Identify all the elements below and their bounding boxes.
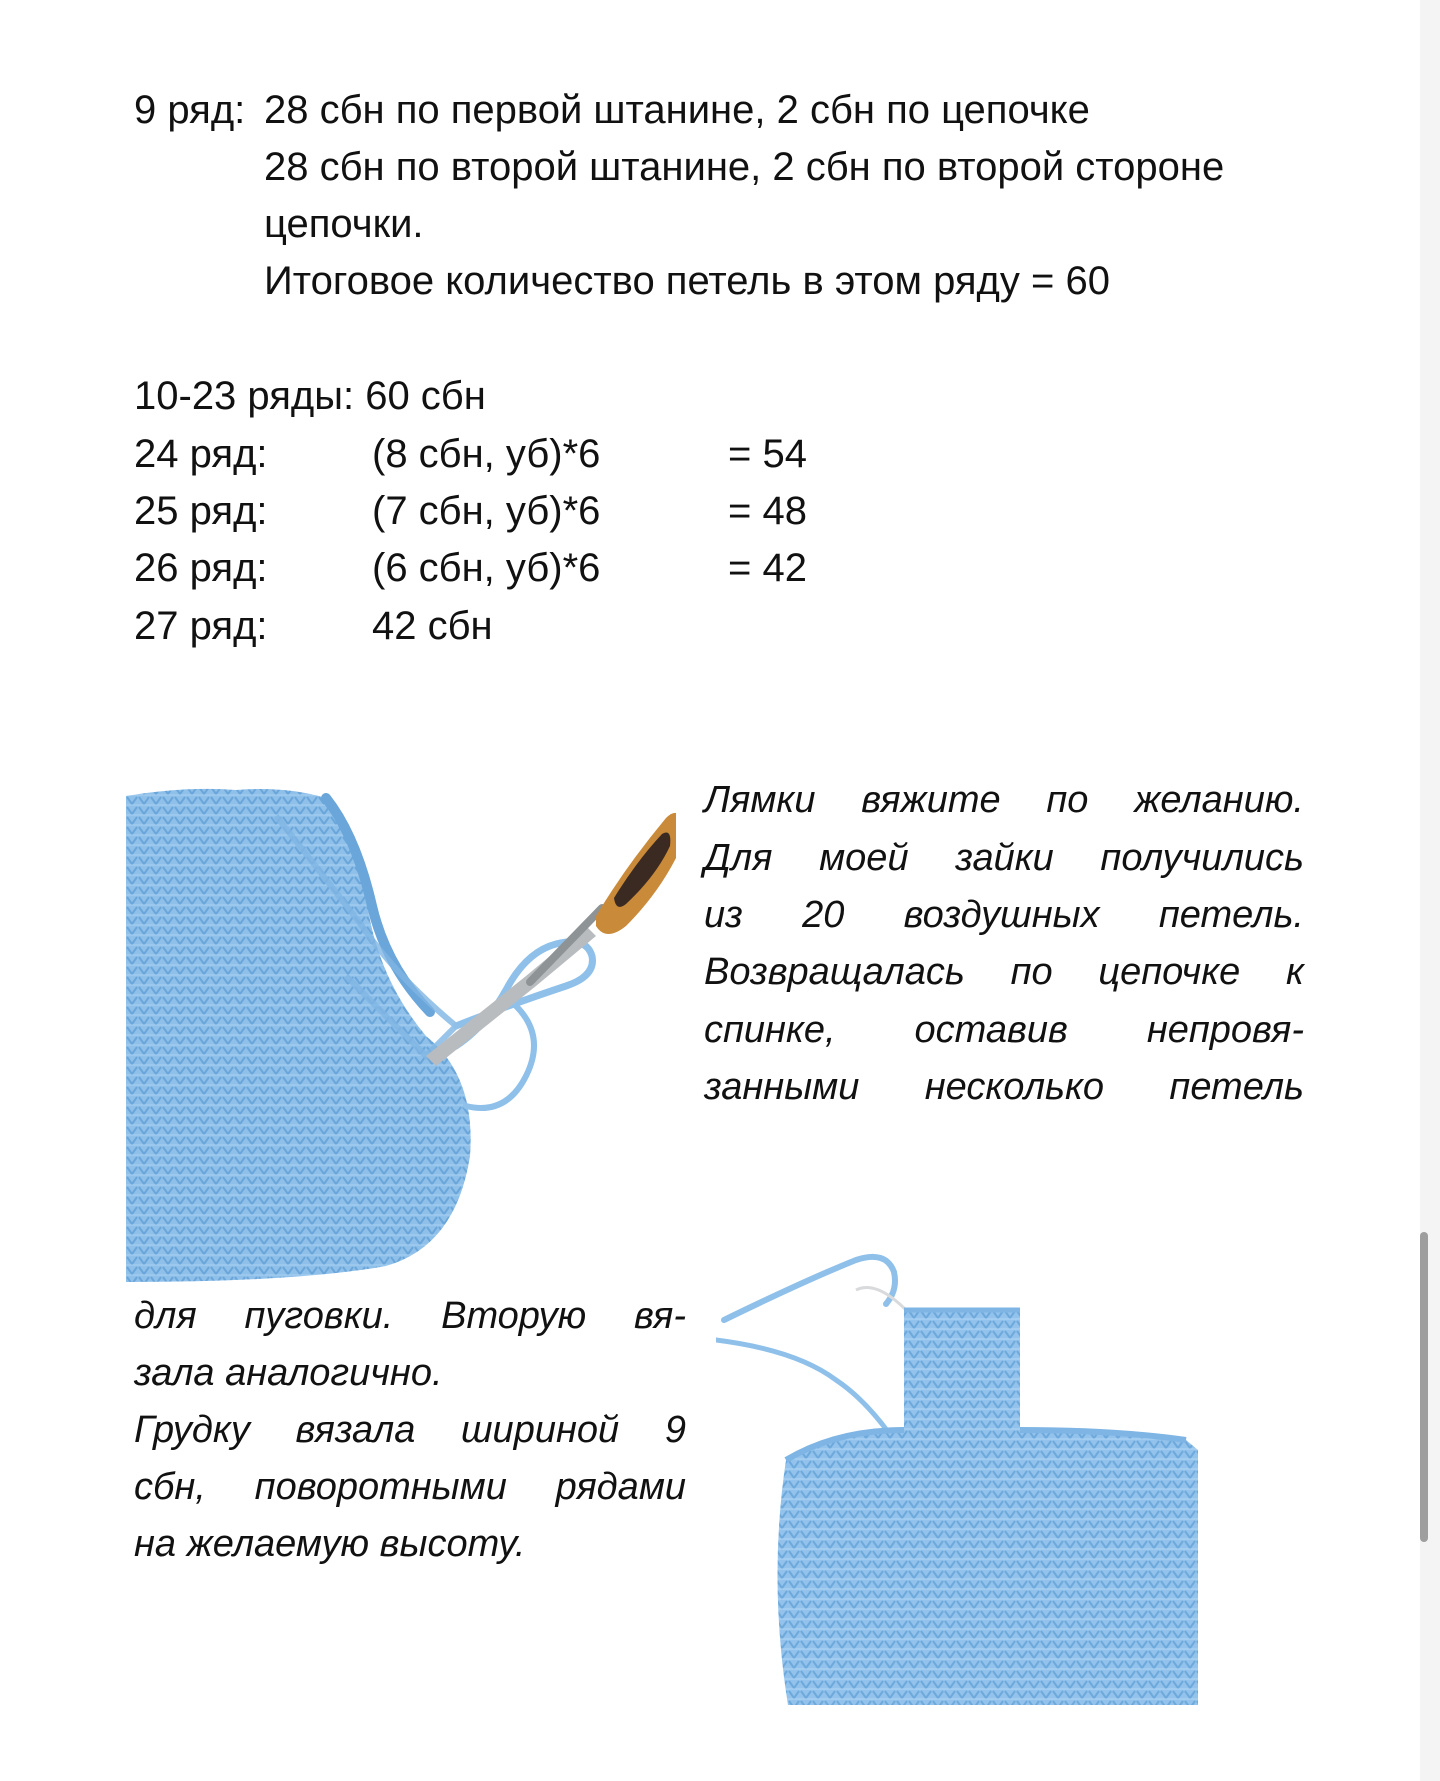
row-24-formula: (8 сбн, уб)*6 xyxy=(372,432,601,476)
note-left-line-4: сбн, поворотными рядами xyxy=(134,1466,686,1508)
knit-piece-hook-image xyxy=(126,776,676,1282)
row-26-formula: (6 сбн, уб)*6 xyxy=(372,546,601,590)
note-left-line-3: Грудку вязала шириной 9 xyxy=(134,1409,686,1451)
note-right-line-4: Возвращалась по цепочке к xyxy=(704,951,1304,993)
note-left-line-1: для пуговки. Вторую вя- xyxy=(134,1295,686,1337)
photo-strap-with-hook xyxy=(126,776,676,1282)
row-27-formula: 42 сбн xyxy=(372,604,493,648)
note-left-line-2: зала аналогично. xyxy=(134,1352,443,1394)
row-25-formula: (7 сбн, уб)*6 xyxy=(372,489,601,533)
row9-line-1: 28 сбн по первой штанине, 2 сбн по цепочке xyxy=(264,88,1090,132)
photo-bib-with-strap xyxy=(716,1250,1270,1705)
row9-line-2: 28 сбн по второй штанине, 2 сбн по второй стороне xyxy=(264,145,1225,189)
row-10-23: 10-23 ряды: 60 сбн xyxy=(134,374,486,418)
row9-label: 9 ряд: xyxy=(134,88,246,132)
note-right-line-2: Для моей зайки получились xyxy=(704,837,1304,879)
knit-bib-image xyxy=(716,1250,1270,1705)
note-right-line-3: из 20 воздушных петель. xyxy=(704,894,1304,936)
row-24-label: 24 ряд: xyxy=(134,432,268,476)
row9-line-4: Итоговое количество петель в этом ряду = 60 xyxy=(264,259,1110,303)
row-25-total: = 48 xyxy=(728,489,807,533)
note-right-line-5: спинке, оставив непровя- xyxy=(704,1009,1304,1051)
row-25-label: 25 ряд: xyxy=(134,489,268,533)
note-right-line-1: Лямки вяжите по желанию. xyxy=(704,779,1304,821)
row-26-total: = 42 xyxy=(728,546,807,590)
row9-line-3: цепочки. xyxy=(264,202,424,246)
row-24-total: = 54 xyxy=(728,432,807,476)
row-27-label: 27 ряд: xyxy=(134,604,268,648)
scrollbar-thumb[interactable] xyxy=(1420,1232,1428,1542)
note-right-line-6: занными несколько петель xyxy=(704,1066,1304,1108)
row-26-label: 26 ряд: xyxy=(134,546,268,590)
note-left-line-5: на желаемую высоту. xyxy=(134,1523,526,1565)
